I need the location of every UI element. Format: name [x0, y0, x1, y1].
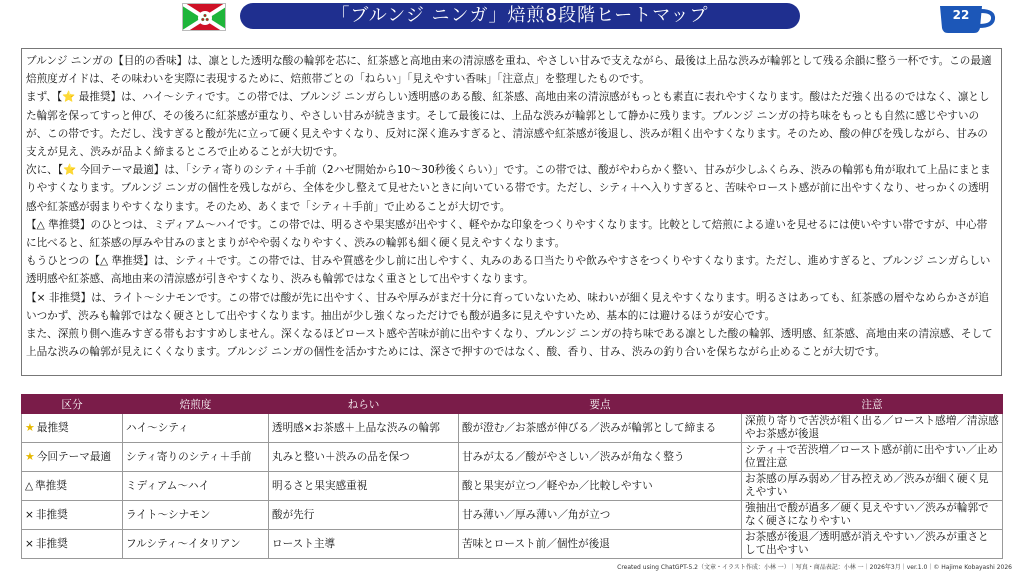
aim-cell: ロースト主導: [269, 530, 459, 559]
category-label: 非推奨: [35, 508, 68, 521]
category-cell: [22, 501, 123, 530]
page-number: 22: [952, 8, 970, 22]
star-icon: ★: [25, 421, 35, 434]
intro-text-box: [21, 48, 1002, 376]
header-caution: 注意: [742, 395, 1003, 414]
caution-cell: お茶感が後退／透明感が消えやすい／渋みが重さとして出やすい: [742, 530, 1003, 559]
intro-paragraph: ブルンジ ニンガの【目的の香味】は、凛とした透明な酸の輪郭を芯に、紅茶感と高地由来の清涼感を重ね、やさしい甘みで支えながら、最後は上品な渋みが輪郭として残る余韻に整う一杯です。この最適焙煎度ガイドは、その味わいを実際に表現するために、焙煎帯ごとの「ねらい」「見えやすい香味」「注意点」を整理したものです。: [26, 55, 992, 86]
cross-icon: ×: [25, 508, 34, 521]
page-title: 「ブルンジ ニンガ」焙煎8段階ヒートマップ: [240, 3, 800, 29]
footer-credit: Created using ChatGPT-5.2（文章・イラスト作成：小林 一）｜写真・商品表記：小林 一｜2026年3月｜ver.1.0｜© Hajime Kobayashi 2026: [617, 564, 1012, 571]
caution-cell: 深煎り寄りで苦渋が粗く出る／ロースト感増／清涼感やお茶感が後退: [742, 414, 1003, 443]
table-row: [22, 414, 1003, 443]
caution-cell: シティ＋で苦渋増／ロースト感が前に出やすい／止め位置注意: [742, 443, 1003, 472]
intro-paragraph: 次に、【⭐ 今回テーマ最適】は、「シティ寄りのシティ＋手前（2ハゼ開始から10〜30秒後くらい）」です。この帯では、酸がやわらかく整い、甘みが少しふくらみ、渋みの輪郭も角が取れて上品にまとまりやすくなります。ブルンジ ニンガの個性を残しながら、全体を少し整えて見せたいときに向いている帯です。ただし、シティ＋へ入りすぎると、苦味やロースト感が前に出やすくなり、せっかくの透明感や紅茶感が弱まりやすくなります。そのため、あくまで「シティ＋手前」で止めることが大切です。: [26, 164, 991, 213]
points-cell: 甘みが太る／酸がやさしい／渋みが角なく整う: [459, 443, 742, 472]
header-category: 区分: [22, 395, 123, 414]
points-cell: 甘み薄い／厚み薄い／角が立つ: [459, 501, 742, 530]
table-row: [22, 501, 1003, 530]
page-number-badge: [938, 2, 1000, 36]
aim-cell: 丸みと整い＋渋みの品を保つ: [269, 443, 459, 472]
points-cell: 酸と果実が立つ／軽やか／比較しやすい: [459, 472, 742, 501]
aim-cell: 酸が先行: [269, 501, 459, 530]
intro-paragraph: もうひとつの【△ 準推奨】は、シティ＋です。この帯では、甘みや質感を少し前に出しやすく、丸みのある口当たりや飲みやすさをつくりやすくなります。ただし、進めすぎると、ブルンジ ニンガらしい透明感や紅茶感、高地由来の清涼感が引きやすくなり、渋みも輪郭ではなく重さとして出やすくなります。: [26, 255, 991, 286]
triangle-icon: △: [25, 479, 34, 492]
aim-cell: 透明感×お茶感＋上品な渋みの輪郭: [269, 414, 459, 443]
table-row: [22, 530, 1003, 559]
roast-cell: シティ寄りのシティ＋手前: [123, 443, 269, 472]
roast-cell: ライト〜シナモン: [123, 501, 269, 530]
caution-cell: 強抽出で酸が過多／硬く見えやすい／渋みが輪郭でなく硬さになりやすい: [742, 501, 1003, 530]
header-roast: 焙煎度: [123, 395, 269, 414]
roast-cell: ハイ〜シティ: [123, 414, 269, 443]
intro-paragraph: まず、【⭐ 最推奨】は、ハイ〜シティです。この帯では、ブルンジ ニンガらしい透明感のある酸、紅茶感、高地由来の清涼感がもっとも素直に表れやすくなります。酸はただ強く出るのではなく、凛とした輪郭を保ってすっと伸び、その後ろに紅茶感が重なり、やさしい甘みが続きます。そして最後には、上品な渋みが輪郭として静かに残ります。ブルンジ ニンガの持ち味をもっとも自然に感じやすいのが、この帯です。ただし、浅すぎると酸が先に立って硬く見えやすくなり、反対に深く進みすぎると、清涼感や紅茶感が後退し、渋みが粗く出やすくなります。そのため、酸の伸びを残しながら、甘みの支えが見え、渋みが品よく締まるところで止めることが大切です。: [26, 91, 990, 159]
roast-cell: フルシティ〜イタリアン: [123, 530, 269, 559]
roast-guide-table: [21, 394, 1003, 559]
category-label: 準推奨: [35, 479, 67, 492]
category-cell: [22, 443, 123, 472]
category-cell: [22, 472, 123, 501]
intro-paragraph: 【△ 準推奨】のひとつは、ミディアム〜ハイです。この帯では、明るさや果実感が出やすく、軽やかな印象をつくりやすくなります。比較として焙煎による違いを見せるには使いやすい帯ですが、中心帯に比べると、紅茶感の厚みや甘みのまとまりがやや弱くなりやすく、渋みの輪郭も細く硬く見えやすくなります。: [26, 218, 988, 250]
category-label: 今回テーマ最適: [36, 451, 112, 463]
points-cell: 苦味とロースト前／個性が後退: [459, 530, 742, 559]
caution-cell: お茶感の厚み弱め／甘み控えめ／渋みが細く硬く見えやすい: [742, 472, 1003, 501]
aim-cell: 明るさと果実感重視: [269, 472, 459, 501]
header-points: 要点: [459, 395, 742, 414]
category-cell: [22, 414, 123, 443]
table-row: [22, 443, 1003, 472]
roast-cell: ミディアム〜ハイ: [123, 472, 269, 501]
header-aim: ねらい: [269, 395, 459, 414]
category-label: 非推奨: [35, 537, 68, 550]
table-row: [22, 472, 1003, 501]
star-icon: ★: [25, 450, 35, 463]
category-cell: [22, 530, 123, 559]
table-header-row: [22, 395, 1003, 414]
points-cell: 酸が澄む／お茶感が伸びる／渋みが輪郭として締まる: [459, 414, 742, 443]
intro-paragraph: 【× 非推奨】は、ライト〜シナモンです。この帯では酸が先に出やすく、甘みや厚みがまだ十分に育っていないため、味わいが細く見えやすくなります。明るさはあっても、紅茶感の層やなめらかさが追いつかず、渋みも輪郭ではなく硬さとして出やすくなります。抽出が少し強くなっただけでも酸が過多に見えやすいため、基本的には避けるほうが安心です。: [26, 291, 989, 322]
intro-paragraph: また、深煎り側へ進みすぎる帯もおすすめしません。深くなるほどロースト感や苦味が前に出やすくなり、ブルンジ ニンガの持ち味である凛とした酸の輪郭、透明感、紅茶感、高地由来の清涼感、そして上品な渋みの輪郭が見えにくくなります。ブルンジ ニンガの個性を活かすためには、深さで押すのではなく、酸、香り、甘み、渋みの釣り合いを保ちながら止めることが大切です。: [26, 328, 993, 359]
burundi-flag-icon: [182, 3, 226, 31]
cross-icon: ×: [25, 537, 34, 550]
category-label: 最推奨: [36, 422, 69, 434]
